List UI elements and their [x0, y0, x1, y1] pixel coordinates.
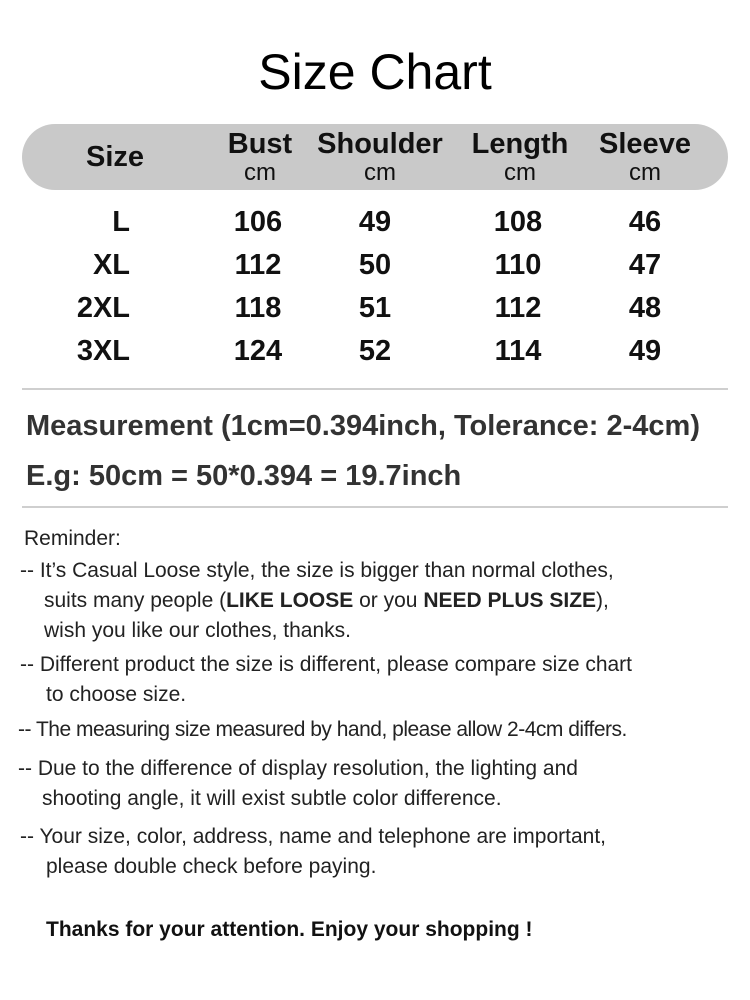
tip-emphasis: NEED PLUS SIZE: [423, 589, 597, 612]
bust-cell: 112: [234, 249, 282, 281]
divider: [22, 388, 728, 390]
tip-line: -- Due to the difference of display resolution, the lighting and: [18, 757, 578, 780]
bust-column-header: [218, 128, 302, 186]
column-unit: cm: [504, 159, 536, 186]
sleeve-cell: 49: [628, 335, 662, 367]
thanks-message: Thanks for your attention. Enjoy your shopping !: [46, 918, 533, 941]
column-unit: cm: [629, 159, 661, 186]
reminder-tip-color-difference: [18, 754, 578, 814]
column-name: Sleeve: [599, 128, 691, 160]
column-name: Length: [471, 128, 569, 160]
reminder-title: Reminder:: [24, 527, 121, 550]
sleeve-cell: 47: [628, 249, 662, 281]
length-cell: 108: [493, 206, 543, 238]
table-row: [0, 245, 750, 288]
size-cell: XL: [92, 249, 130, 281]
size-column-header: Size: [86, 141, 145, 173]
reminder-tip-double-check: [20, 822, 606, 882]
page-title: Size Chart: [258, 44, 492, 100]
conversion-example: E.g: 50cm = 50*0.394 = 19.7inch: [26, 460, 462, 492]
measurement-note: Measurement (1cm=0.394inch, Tolerance: 2-4cm): [26, 410, 700, 442]
size-cell: 2XL: [76, 292, 130, 324]
column-unit: cm: [364, 159, 396, 186]
length-cell: 112: [494, 292, 542, 324]
tip-line: please double check before paying.: [46, 855, 377, 878]
column-name: Shoulder: [317, 128, 443, 160]
column-unit: cm: [244, 159, 276, 186]
bust-cell: 124: [233, 335, 283, 367]
sleeve-cell: 46: [628, 206, 662, 238]
divider: [22, 506, 728, 508]
tip-text: suits many people (: [44, 589, 227, 612]
tip-emphasis: LIKE LOOSE: [226, 589, 354, 612]
shoulder-cell: 49: [358, 206, 392, 238]
tip-line: -- The measuring size measured by hand, please allow 2-4cm differs.: [18, 718, 627, 741]
length-cell: 110: [494, 249, 542, 281]
tip-line: -- Your size, color, address, name and telephone are important,: [20, 825, 607, 848]
column-name: Bust: [227, 128, 293, 160]
shoulder-cell: 51: [358, 292, 392, 324]
tip-text: ),: [596, 589, 609, 612]
reminder-tip-compare-chart: [20, 650, 632, 710]
shoulder-cell: 50: [358, 249, 392, 281]
tip-line: shooting angle, it will exist subtle color difference.: [42, 787, 502, 810]
tip-text: or you: [353, 589, 424, 612]
sleeve-cell: 48: [628, 292, 662, 324]
reminder-tip-hand-measure: [18, 715, 627, 745]
table-row: [0, 288, 750, 331]
bust-cell: 118: [234, 292, 282, 324]
table-row: [0, 331, 750, 374]
shoulder-cell: 52: [358, 335, 392, 367]
size-cell: 3XL: [76, 335, 130, 367]
reminder-tip-loose-style: [20, 556, 614, 646]
tip-line: -- Different product the size is different, please compare size chart: [20, 653, 633, 676]
tip-line: -- It’s Casual Loose style, the size is bigger than normal clothes,: [20, 559, 614, 582]
length-cell: 114: [494, 335, 542, 367]
tip-line: wish you like our clothes, thanks.: [44, 619, 351, 642]
size-cell: L: [112, 206, 130, 238]
tip-line: to choose size.: [46, 683, 187, 706]
shoulder-column-header: [312, 128, 448, 186]
tip-line: [20, 586, 614, 616]
bust-cell: 106: [233, 206, 283, 238]
length-column-header: [466, 128, 574, 186]
sleeve-column-header: [592, 128, 698, 186]
table-row: [0, 202, 750, 245]
size-table-body: [0, 202, 750, 374]
